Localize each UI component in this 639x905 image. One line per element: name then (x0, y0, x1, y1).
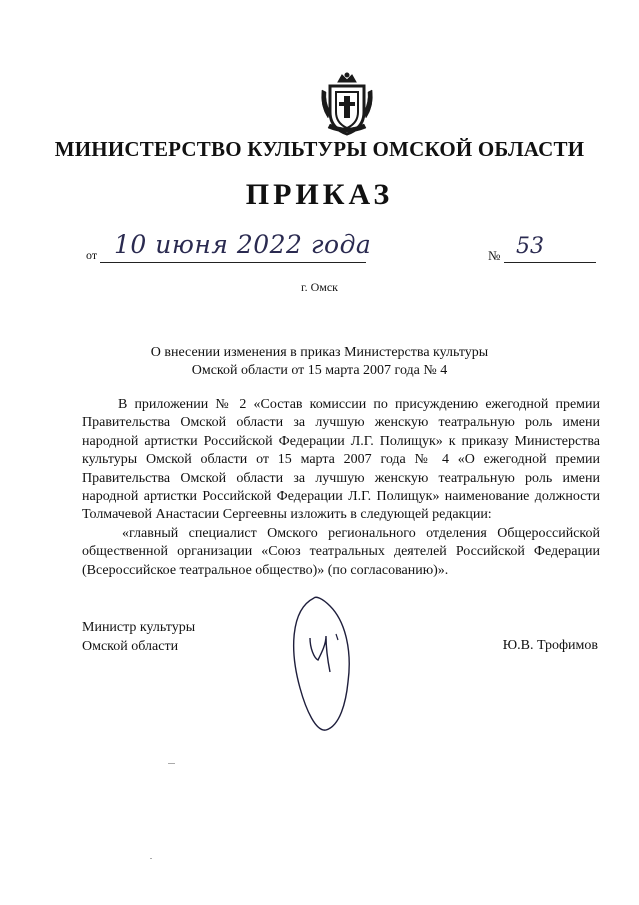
order-body (82, 396, 600, 580)
subject-line-2: Омской области от 15 марта 2007 года № 4 (191, 363, 448, 378)
ministry-name: МИНИСТЕРСТВО КУЛЬТУРЫ ОМСКОЙ ОБЛАСТИ (54, 137, 585, 161)
document-type: ПРИКАЗ (245, 178, 394, 211)
handwritten-signature (286, 592, 366, 737)
handwritten-date: 10 июня 2022 года (114, 230, 372, 259)
date-field (86, 230, 372, 268)
city: г. Омск (301, 280, 338, 294)
scan-mark (150, 858, 152, 859)
body-paragraph-1: В приложении № 2 «Состав комиссии по присуждению ежегодной премии Правительства Омской области за лучшую женскую театральную роль имени народной артистки Российской Федерации Л.Г. Полищук» к приказу Министерства культуры Омской области от 15 марта 2007 года № 4 «О ежегодной премии Правительства Омской области за лучшую женскую театральную роль имени народной артистки Российской Федерации Л.Г. Полищук» наименование должности Толмачевой Анастасии Сергеевны изложить в следующей редакции: (82, 397, 600, 523)
number-field (488, 234, 598, 268)
signer-title (82, 618, 195, 656)
handwritten-number: 53 (516, 234, 544, 259)
signer-title-line-1: Министр культуры (82, 620, 196, 635)
date-underline (100, 262, 366, 263)
body-paragraph-2: «главный специалист Омского регионального отделения Общероссийской общественной организации «Союз театральных деятелей Российской Федерации (Всероссийское театральное общество)» (по согласованию)». (82, 525, 600, 578)
subject-line-1: О внесении изменения в приказ Министерства культуры (150, 345, 489, 360)
number-prefix: № (488, 248, 501, 263)
order-subject (100, 344, 539, 380)
signer-title-line-2: Омской области (82, 639, 179, 654)
coat-of-arms-icon (318, 72, 376, 136)
number-underline (504, 262, 596, 263)
signer-name: Ю.В. Трофимов (502, 638, 598, 653)
date-prefix: от (86, 248, 98, 262)
scan-mark (168, 763, 175, 764)
